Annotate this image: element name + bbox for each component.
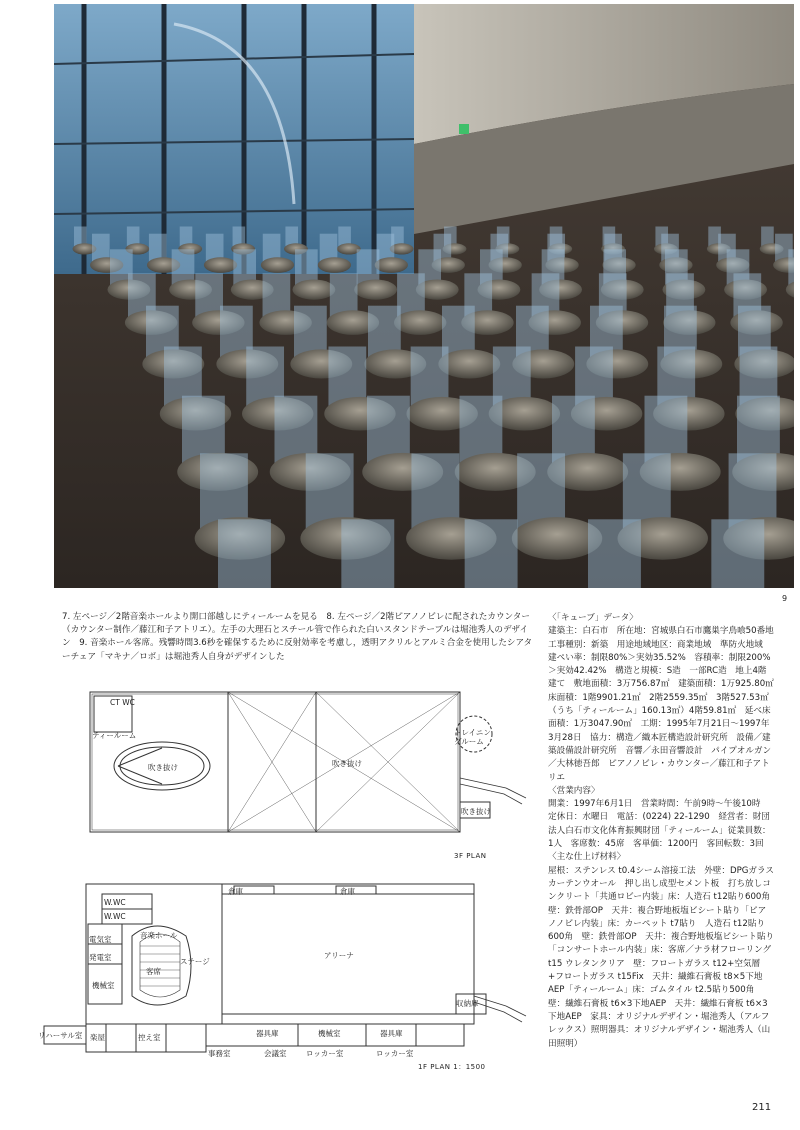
plan-1f bbox=[36, 876, 536, 1060]
chair-back bbox=[465, 519, 518, 588]
chair-seat bbox=[318, 257, 351, 273]
room-storage-1: 倉庫 bbox=[228, 887, 243, 896]
chair-back bbox=[788, 249, 794, 287]
room-electric: 電気室 bbox=[89, 935, 112, 944]
plan-3f-label: 3F PLAN bbox=[454, 852, 487, 860]
room-ct-wc: CT WC bbox=[110, 698, 135, 707]
data-body-2: 開業：1997年6月1日 営業時間：午前9時〜午後10時 定休日：水曜日 電話：(0224) 22-1290 経営者：財団法人白石市文化体育振興財団「ティールーム」従業員数：1人 客席数：45席 客単価：1200円 客回転数：3回 bbox=[548, 799, 771, 850]
room-machine-1: 機械室 bbox=[92, 981, 115, 990]
page-number: 211 bbox=[752, 1102, 772, 1113]
room-meeting: 会議室 bbox=[264, 1049, 287, 1058]
room-machine-2: 機械室 bbox=[318, 1029, 341, 1038]
data-body-3: 屋根：ステンレス t0.4シーム溶接工法 外壁：DPGガラスカーテンウオール 押し出し成型セメント板 打ち放しコンクリート「共通ロビー内装」床：人造石 t12貼り600角 壁：鉄骨部OP 天井：複合野地板塩ビシート貼り「ピアノノビレ内装」床：カーペット t7貼り 人造石 t12貼り600角 壁：鉄骨部OP 天井：複合野地板塩ビシート貼り「コンサートホール内装」床：客席／ナラ材フローリング t15 ウレタンクリア 壁：フロートガラス t12+空気層+フロートガラス t15Fix 天井：繊維石膏板 t8×5下地AEP「ティールーム」床：ゴムタイル t2.5貼り500角 壁：繊維石膏板 t6×3下地AEP 天井：繊維石膏板 t6×3下地AEP 家具：オリジナルデザイン・堀池秀人（アルフレックス）照明器具：オリジナルデザイン・堀池秀人（山田照明） bbox=[548, 865, 779, 1049]
data-body-1: 建築主：白石市 所在地：宮城県白石市鷹巣字鳥喰50番地 工事種別：新築 用途地域地区：商業地域 準防火地域 建ぺい率：制限80%＞実効35.52% 容積率：制限200%＞実効42.42% 構造と規模：S造 一部RC造 地上4階建て 敷地面積：3万756.87㎡ 建築面積：1万925.80㎡ 床面積：1階9901.21㎡ 2階2559.35㎡ 3階527.53㎡（うち「ティールーム」160.13㎡）4階59.81㎡ 延べ床面積：1万3047.90㎡ 工期：1995年7月21日〜1997年3月28日 協力：構造／織本匠構造設計研究所 設備／建築設備設計研究所 音響／永田音響設計 パイプオルガン／大林徳吾郎 ピアノノビレ・カウンター／藤江和子アトリエ bbox=[548, 626, 783, 783]
room-wc-2: W.WC bbox=[104, 912, 126, 921]
room-arena: アリーナ bbox=[324, 951, 354, 960]
chair-back bbox=[218, 519, 271, 588]
room-equipment-2: 器具庫 bbox=[380, 1029, 403, 1038]
room-audience: 客席 bbox=[146, 967, 161, 976]
chair-seat bbox=[375, 257, 408, 273]
chair-back bbox=[341, 519, 394, 588]
chair-back bbox=[711, 519, 764, 588]
room-locker-1: ロッカー室 bbox=[306, 1049, 344, 1058]
data-heading: 〈「キューブ」データ〉 bbox=[548, 613, 638, 623]
room-stage: ステージ bbox=[180, 957, 210, 966]
chair-back bbox=[588, 519, 641, 588]
room-void-1: 吹き抜け bbox=[148, 763, 178, 772]
chair-seat bbox=[261, 257, 294, 273]
room-music-room: 楽屋 bbox=[90, 1033, 105, 1042]
room-generator: 発電室 bbox=[89, 953, 112, 962]
room-rehearsal: リハーサル室 bbox=[38, 1031, 83, 1040]
chair-seat bbox=[292, 280, 335, 300]
room-locker-2: ロッカー室 bbox=[376, 1049, 414, 1058]
room-void-2: 吹き抜け bbox=[332, 759, 362, 768]
room-wc-1: W.WC bbox=[104, 898, 126, 907]
room-archive: 収納庫 bbox=[456, 999, 479, 1008]
room-music-hall: 音楽ホール bbox=[140, 931, 178, 940]
concert-hall-photo bbox=[54, 4, 794, 588]
room-void-3: 吹き抜け bbox=[461, 807, 491, 816]
room-tea-room: ティールーム bbox=[92, 731, 137, 740]
room-office: 事務室 bbox=[208, 1049, 231, 1058]
room-equipment-1: 器具庫 bbox=[256, 1029, 279, 1038]
photo-number: 9 bbox=[782, 594, 788, 603]
room-storage-2: 倉庫 bbox=[340, 887, 355, 896]
chair-seat bbox=[394, 310, 446, 335]
room-training: トレイニングルーム bbox=[454, 728, 491, 746]
chair-seat bbox=[204, 257, 237, 273]
plan-3f bbox=[86, 688, 536, 848]
project-data bbox=[548, 612, 783, 1051]
photo-caption: 7. 左ページ／2階音楽ホールより開口部越しにティールームを見る 8. 左ページ／2階ピアノノビレに配されたカウンター（カウンター制作／藤江和子アトリエ）。左手の大理石とスチール管で作られた白いスタンドテーブルは堀池秀人のデザイン 9. 音楽ホール客席。残響時間3.6秒を確保するために反射効率を考慮し，透明アクリルとアルミ合金を使用したシアターチェア「マキナ／ロボ」は堀池秀人自身がデザインした bbox=[62, 612, 533, 662]
plan-1f-label: 1F PLAN 1：1500 bbox=[418, 1063, 486, 1071]
data-subheading-materials: 〈主な仕上げ材料〉 bbox=[548, 852, 626, 863]
data-subheading-operations: 〈営業内容〉 bbox=[548, 785, 600, 796]
chair-seat bbox=[354, 280, 397, 300]
room-green-room: 控え室 bbox=[138, 1033, 161, 1042]
